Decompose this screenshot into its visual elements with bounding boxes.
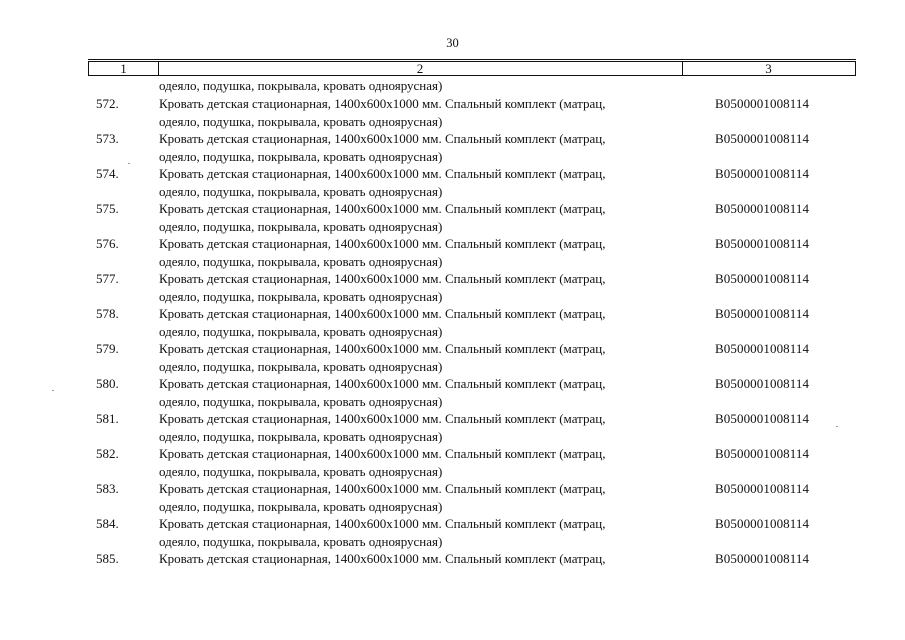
- description-line-1: Кровать детская стационарная, 1400х600х1000 мм. Спальный комплект (матрац,: [159, 131, 606, 146]
- table-row: [0, 235, 905, 270]
- row-number: 585.: [96, 551, 119, 566]
- description-line-2: одеяло, подушка, покрывала, кровать одноярусная): [159, 148, 443, 164]
- scan-speck: [52, 390, 54, 391]
- row-code: B0500001008114: [715, 166, 810, 181]
- table-row: [0, 515, 905, 550]
- row-code: B0500001008114: [715, 551, 810, 566]
- row-description: [159, 550, 699, 568]
- description-line-1: Кровать детская стационарная, 1400х600х1000 мм. Спальный комплект (матрац,: [159, 551, 606, 566]
- row-code: B0500001008114: [715, 376, 810, 391]
- row-description: [159, 410, 699, 445]
- description-line-1: Кровать детская стационарная, 1400х600х1000 мм. Спальный комплект (матрац,: [159, 166, 606, 181]
- table-row: [0, 375, 905, 410]
- row-number: 576.: [96, 236, 119, 251]
- row-code: B0500001008114: [715, 271, 810, 286]
- table-row: [0, 550, 905, 585]
- description-line-2: одеяло, подушка, покрывала, кровать одноярусная): [159, 218, 443, 234]
- table-row: [0, 200, 905, 235]
- row-code: B0500001008114: [715, 201, 810, 216]
- row-description: [159, 515, 699, 550]
- column-header-2: 2: [158, 62, 683, 75]
- table-row: [0, 480, 905, 515]
- description-line-2: одеяло, подушка, покрывала, кровать одноярусная): [159, 428, 443, 444]
- scan-speck: [128, 163, 130, 164]
- column-header-3: 3: [765, 61, 772, 76]
- table-row: [0, 340, 905, 375]
- row-number: 577.: [96, 271, 119, 286]
- description-line-2: одеяло, подушка, покрывала, кровать одноярусная): [159, 533, 443, 549]
- description-line-1: Кровать детская стационарная, 1400х600х1000 мм. Спальный комплект (матрац,: [159, 341, 606, 356]
- row-description: [159, 375, 699, 410]
- description-line-2: одеяло, подушка, покрывала, кровать одноярусная): [159, 463, 443, 479]
- column-header-1: 1: [89, 62, 159, 75]
- row-number: 572.: [96, 96, 119, 111]
- row-description: [159, 130, 699, 165]
- description-line-1: Кровать детская стационарная, 1400х600х1000 мм. Спальный комплект (матрац,: [159, 306, 606, 321]
- scan-speck: [836, 426, 838, 427]
- row-description: [159, 165, 699, 200]
- row-number: 581.: [96, 411, 119, 426]
- description-line-2: одеяло, подушка, покрывала, кровать одноярусная): [159, 498, 443, 514]
- description-line-2: одеяло, подушка, покрывала, кровать одноярусная): [159, 183, 443, 199]
- row-code: B0500001008114: [715, 481, 810, 496]
- row-code: B0500001008114: [715, 411, 810, 426]
- continuation-text: одеяло, подушка, покрывала, кровать одноярусная): [159, 78, 443, 93]
- row-code: B0500001008114: [715, 446, 810, 461]
- description-line-2: одеяло, подушка, покрывала, кровать одноярусная): [159, 323, 443, 339]
- description-line-1: Кровать детская стационарная, 1400х600х1000 мм. Спальный комплект (матрац,: [159, 446, 606, 461]
- table-row: [0, 165, 905, 200]
- row-description: [159, 95, 699, 130]
- description-line-2: одеяло, подушка, покрывала, кровать одноярусная): [159, 113, 443, 129]
- row-description: [159, 235, 699, 270]
- row-number: 574.: [96, 166, 119, 181]
- table-row: [0, 410, 905, 445]
- row-code: B0500001008114: [715, 306, 810, 321]
- row-number: 573.: [96, 131, 119, 146]
- description-line-2: одеяло, подушка, покрывала, кровать одноярусная): [159, 393, 443, 409]
- row-description: [159, 200, 699, 235]
- row-code: B0500001008114: [715, 131, 810, 146]
- table-row: [0, 130, 905, 165]
- row-description: [159, 445, 699, 480]
- table-top-border: [88, 59, 856, 60]
- row-description: [159, 480, 699, 515]
- row-code: B0500001008114: [715, 236, 810, 251]
- description-line-1: Кровать детская стационарная, 1400х600х1000 мм. Спальный комплект (матрац,: [159, 96, 606, 111]
- description-line-1: Кровать детская стационарная, 1400х600х1000 мм. Спальный комплект (матрац,: [159, 271, 606, 286]
- description-line-1: Кровать детская стационарная, 1400х600х1000 мм. Спальный комплект (матрац,: [159, 376, 606, 391]
- table-row: [0, 305, 905, 340]
- page-number: 30: [446, 36, 459, 50]
- row-code: B0500001008114: [715, 96, 810, 111]
- row-description: [159, 340, 699, 375]
- row-number: 584.: [96, 516, 119, 531]
- row-number: 583.: [96, 481, 119, 496]
- description-line-1: Кровать детская стационарная, 1400х600х1000 мм. Спальный комплект (матрац,: [159, 411, 606, 426]
- table-row: [0, 95, 905, 130]
- row-number: 580.: [96, 376, 119, 391]
- row-number: 578.: [96, 306, 119, 321]
- row-code: B0500001008114: [715, 516, 810, 531]
- row-description: [159, 270, 699, 305]
- description-line-1: Кровать детская стационарная, 1400х600х1000 мм. Спальный комплект (матрац,: [159, 236, 606, 251]
- row-code: B0500001008114: [715, 341, 810, 356]
- description-line-2: одеяло, подушка, покрывала, кровать одноярусная): [159, 253, 443, 269]
- row-number: 582.: [96, 446, 119, 461]
- table-header-row: [88, 61, 856, 76]
- row-description: [159, 305, 699, 340]
- description-line-2: одеяло, подушка, покрывала, кровать одноярусная): [159, 358, 443, 374]
- description-line-1: Кровать детская стационарная, 1400х600х1000 мм. Спальный комплект (матрац,: [159, 516, 606, 531]
- table-row: [0, 445, 905, 480]
- table-row: [0, 270, 905, 305]
- row-number: 575.: [96, 201, 119, 216]
- description-line-1: Кровать детская стационарная, 1400х600х1000 мм. Спальный комплект (матрац,: [159, 481, 606, 496]
- row-number: 579.: [96, 341, 119, 356]
- description-line-1: Кровать детская стационарная, 1400х600х1000 мм. Спальный комплект (матрац,: [159, 201, 606, 216]
- table-body: [0, 95, 905, 585]
- description-line-2: одеяло, подушка, покрывала, кровать одноярусная): [159, 288, 443, 304]
